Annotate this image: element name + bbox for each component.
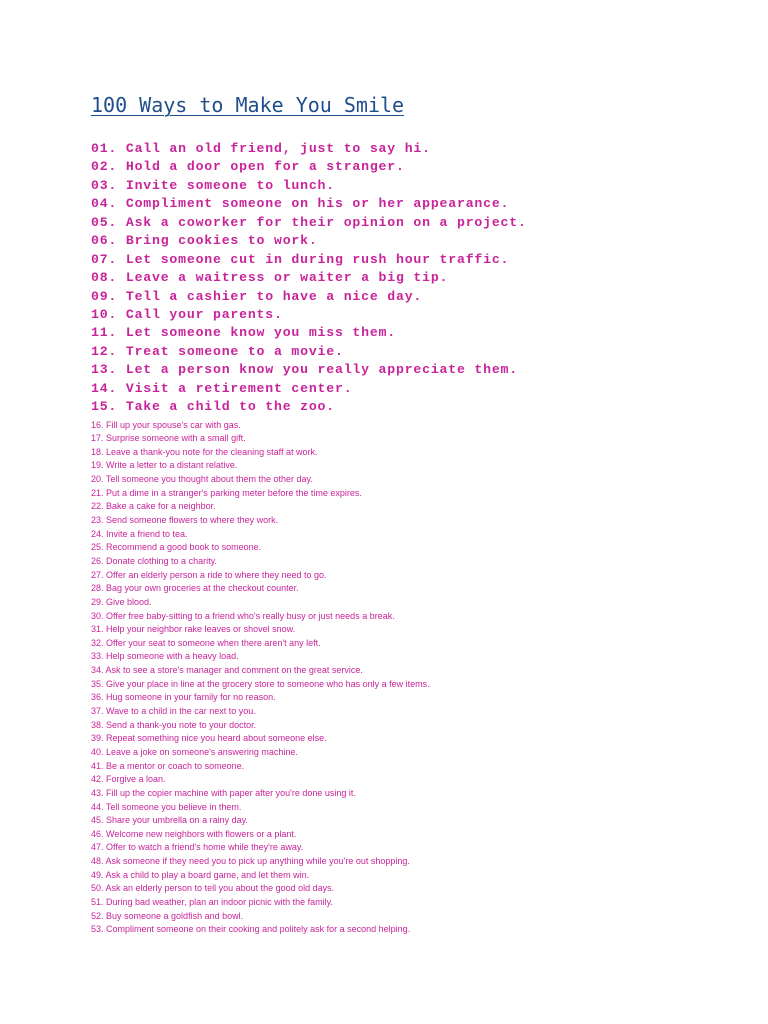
list-item-small: 44. Tell someone you believe in them. xyxy=(91,801,242,812)
list-item-large: 07. Let someone cut in during rush hour traffic. xyxy=(91,251,510,267)
list-item-small: 51. During bad weather, plan an indoor picnic with the family. xyxy=(91,896,333,907)
list-item-large: 13. Let a person know you really appreciate them. xyxy=(91,362,518,378)
document-title: 100 Ways to Make You Smile xyxy=(91,93,405,117)
list-item-small: 24. Invite a friend to tea. xyxy=(91,528,188,539)
list-item-small: 40. Leave a joke on someone's answering machine. xyxy=(91,746,298,757)
list-item-large: 14. Visit a retirement center. xyxy=(91,380,353,396)
list-item-small: 42. Forgive a loan. xyxy=(91,774,166,785)
list-item-large: 09. Tell a cashier to have a nice day. xyxy=(91,288,423,304)
list-item-large: 05. Ask a coworker for their opinion on a project. xyxy=(91,214,527,230)
list-item-small: 43. Fill up the copier machine with paper after you're done using it. xyxy=(91,787,356,798)
list-item-small: 31. Help your neighbor rake leaves or shovel snow. xyxy=(91,624,296,635)
list-item-small: 27. Offer an elderly person a ride to where they need to go. xyxy=(91,569,327,580)
list-item-small: 30. Offer free baby-sitting to a friend who's really busy or just needs a break. xyxy=(91,610,395,621)
list-item-small: 53. Compliment someone on their cooking and politely ask for a second helping. xyxy=(91,924,411,935)
list-item-small: 20. Tell someone you thought about them the other day. xyxy=(91,474,313,485)
list-item-small: 25. Recommend a good book to someone. xyxy=(91,542,262,553)
list-item-large: 08. Leave a waitress or waiter a big tip. xyxy=(91,270,449,286)
list-item-small: 34. Ask to see a store's manager and comment on the great service. xyxy=(91,665,363,676)
list-item-small: 41. Be a mentor or coach to someone. xyxy=(91,760,245,771)
list-item-small: 19. Write a letter to a distant relative. xyxy=(91,460,238,471)
list-item-small: 48. Ask someone if they need you to pick up anything while you're out shopping. xyxy=(91,856,410,867)
list-item-large: 10. Call your parents. xyxy=(91,306,283,322)
list-item-small: 32. Offer your seat to someone when there aren't any left. xyxy=(91,637,321,648)
list-item-small: 22. Bake a cake for a neighbor. xyxy=(91,501,216,512)
list-item-large: 03. Invite someone to lunch. xyxy=(91,177,335,193)
list-item-large: 01. Call an old friend, just to say hi. xyxy=(91,141,431,156)
list-item-small: 35. Give your place in line at the grocery store to someone who has only a few items. xyxy=(91,678,430,689)
document-page xyxy=(91,92,758,937)
list-item-small: 18. Leave a thank-you note for the cleaning staff at work. xyxy=(91,446,318,457)
list-item-large: 04. Compliment someone on his or her appearance. xyxy=(91,196,510,212)
list-item-small: 38. Send a thank-you note to your doctor. xyxy=(91,719,257,730)
list-item-small: 29. Give blood. xyxy=(91,596,152,607)
list-item-small: 39. Repeat something nice you heard about someone else. xyxy=(91,733,327,744)
list-item-small: 52. Buy someone a goldfish and bowl. xyxy=(91,910,244,921)
list-item-small: 50. Ask an elderly person to tell you about the good old days. xyxy=(91,883,335,894)
list-item-large: 06. Bring cookies to work. xyxy=(91,233,318,249)
list-item-large: 15. Take a child to the zoo. xyxy=(91,399,335,415)
list-item-large: 02. Hold a door open for a stranger. xyxy=(91,159,405,175)
list-item-small: 28. Bag your own groceries at the checkout counter. xyxy=(91,583,299,594)
list-item-small: 37. Wave to a child in the car next to you. xyxy=(91,706,256,717)
list-item-small: 33. Help someone with a heavy load. xyxy=(91,651,239,662)
large-item-list xyxy=(91,140,758,417)
list-item-small: 46. Welcome new neighbors with flowers or a plant. xyxy=(91,828,297,839)
list-item-small: 16. Fill up your spouse's car with gas. xyxy=(91,419,241,430)
list-item-large: 11. Let someone know you miss them. xyxy=(91,325,396,341)
list-item-small: 49. Ask a child to play a board game, and let them win. xyxy=(91,869,310,880)
list-item-small: 45. Share your umbrella on a rainy day. xyxy=(91,815,248,826)
list-item-small: 36. Hug someone in your family for no reason. xyxy=(91,692,276,703)
list-item-small: 17. Surprise someone with a small gift. xyxy=(91,433,246,444)
small-item-list xyxy=(91,419,758,937)
list-item-small: 21. Put a dime in a stranger's parking meter before the time expires. xyxy=(91,487,362,498)
list-item-small: 23. Send someone flowers to where they work. xyxy=(91,515,279,526)
list-item-large: 12. Treat someone to a movie. xyxy=(91,343,344,359)
list-item-small: 26. Donate clothing to a charity. xyxy=(91,555,217,566)
list-item-small: 47. Offer to watch a friend's home while they're away. xyxy=(91,842,304,853)
